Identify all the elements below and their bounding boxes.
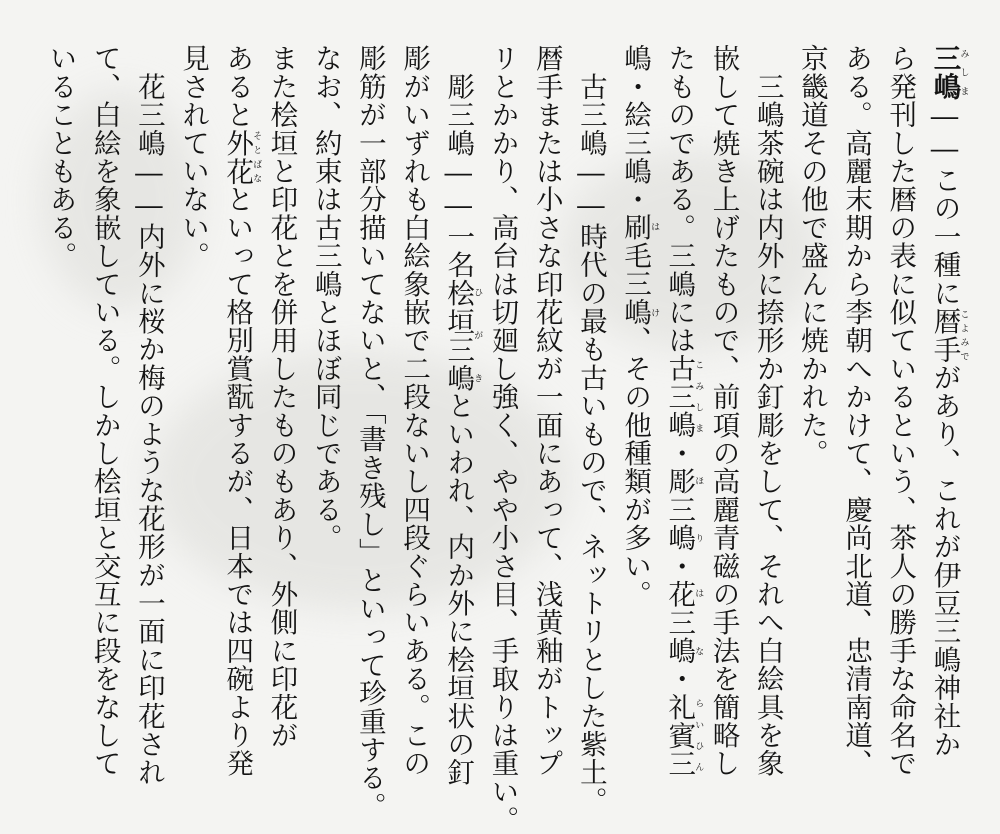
text-column (707, 44, 740, 778)
text-column (530, 44, 563, 778)
text-column (44, 44, 77, 270)
furigana: こみしま (693, 354, 704, 439)
text-run: 見されていない。 (177, 44, 210, 270)
text-run: ――この一種に (928, 100, 961, 307)
ruby-word (221, 128, 262, 186)
text-run: といって格別賞翫するが、日本では四碗より発 (221, 185, 254, 778)
text-column (398, 44, 431, 778)
ruby-word (663, 579, 704, 665)
ruby-base: 礼賓三 (663, 692, 696, 778)
text-column (930, 44, 969, 758)
furigana: みしま (958, 44, 969, 101)
text-run: 彫がいずれも白絵象嵌で二段ないし四段ぐらいある。この (398, 44, 431, 778)
text-column (444, 44, 483, 786)
text-run: ある。高麗末期から李朝へかけて、慶尚北道、忠清南道、 (840, 44, 873, 778)
text-column (574, 44, 607, 815)
text-column (309, 44, 342, 552)
furigana: そとばな (251, 128, 262, 186)
text-run: なお、約束は古三嶋とほぼ同じである。 (309, 44, 342, 552)
text-column (486, 44, 519, 834)
text-run: 暦手または小さな印花紋が一面にあって、浅黄釉がトップ (530, 44, 563, 778)
furigana: こよみで (958, 306, 969, 364)
text-run: あると (221, 44, 254, 129)
furigana: はな (693, 579, 704, 665)
text-run: 彫三嶋――一名 (442, 44, 475, 279)
text-run: 花三嶋――内外に桜か梅のような花形が一面に印花され (132, 44, 165, 787)
text-run: 彫筋が一部分描いてないと、「書き残し」といって珍重する。 (353, 44, 386, 820)
text-column (621, 44, 660, 608)
text-run: リとかかり、高台は切廻し強く、やや小さ目、手取りは重い。 (486, 44, 519, 834)
furigana: らいひん (693, 692, 704, 778)
text-column (88, 44, 121, 778)
furigana: ほり (693, 467, 704, 552)
text-column (840, 44, 873, 778)
ruby-word (928, 44, 969, 101)
text-run: て、白絵を象嵌している。しかし桧垣と交互に段をなして (88, 44, 121, 778)
text-column (884, 44, 917, 778)
text-run: 京畿道その他で盛んに焼かれた。 (795, 44, 828, 467)
ruby-word (928, 306, 969, 364)
ruby-base: 刷毛三嶋 (619, 213, 652, 327)
text-run: といわれ、内か外に桧垣状の釘 (442, 391, 475, 787)
text-column (751, 44, 784, 778)
furigana: ひがき (472, 278, 483, 392)
text-run: 古三嶋――時代の最も古いもので、ネットリとした紫土。 (574, 44, 607, 815)
text-run: いることもある。 (44, 44, 77, 270)
ruby-base: 彫三嶋 (663, 467, 696, 552)
text-column (223, 44, 262, 777)
ruby-word (663, 692, 704, 778)
text-run: があり、これが伊豆三嶋神社か (928, 363, 961, 759)
text-run: 三嶋茶碗は内外に捺形か釘彫をして、それへ白絵具を象 (751, 44, 784, 778)
text-run: 嶋・絵三嶋・ (619, 44, 652, 214)
ruby-word (442, 278, 483, 392)
ruby-base: 暦手 (928, 306, 961, 364)
ruby-base: 桧垣三嶋 (442, 278, 475, 392)
text-column (353, 44, 386, 820)
text-column (177, 44, 210, 270)
text-column (665, 44, 704, 777)
ruby-word (663, 467, 704, 552)
entry-heading: 三嶋 (928, 44, 961, 101)
text-run: ・ (663, 664, 696, 693)
ruby-word (663, 354, 704, 439)
text-run: 、その他種類が多い。 (619, 326, 652, 609)
text-run: 嵌して焼き上げたもので、前項の高麗青磁の手法を簡略し (707, 44, 740, 778)
ruby-base: 古三嶋 (663, 354, 696, 439)
ruby-word (619, 213, 660, 327)
text-run: ・ (663, 551, 696, 580)
text-column (795, 44, 828, 467)
text-run: ・ (663, 438, 696, 468)
text-column (132, 44, 165, 787)
text-run: たものである。三嶋には (663, 44, 696, 355)
text-column (265, 44, 298, 749)
text-run: また桧垣と印花とを併用したものもあり、外側に印花が (265, 44, 298, 749)
ruby-base: 花三嶋 (663, 579, 696, 665)
text-run: ら発刊した暦の表に似ているという、茶人の勝手な命名で (884, 44, 917, 778)
ruby-base: 外花 (221, 128, 254, 186)
furigana: はけ (649, 213, 660, 327)
